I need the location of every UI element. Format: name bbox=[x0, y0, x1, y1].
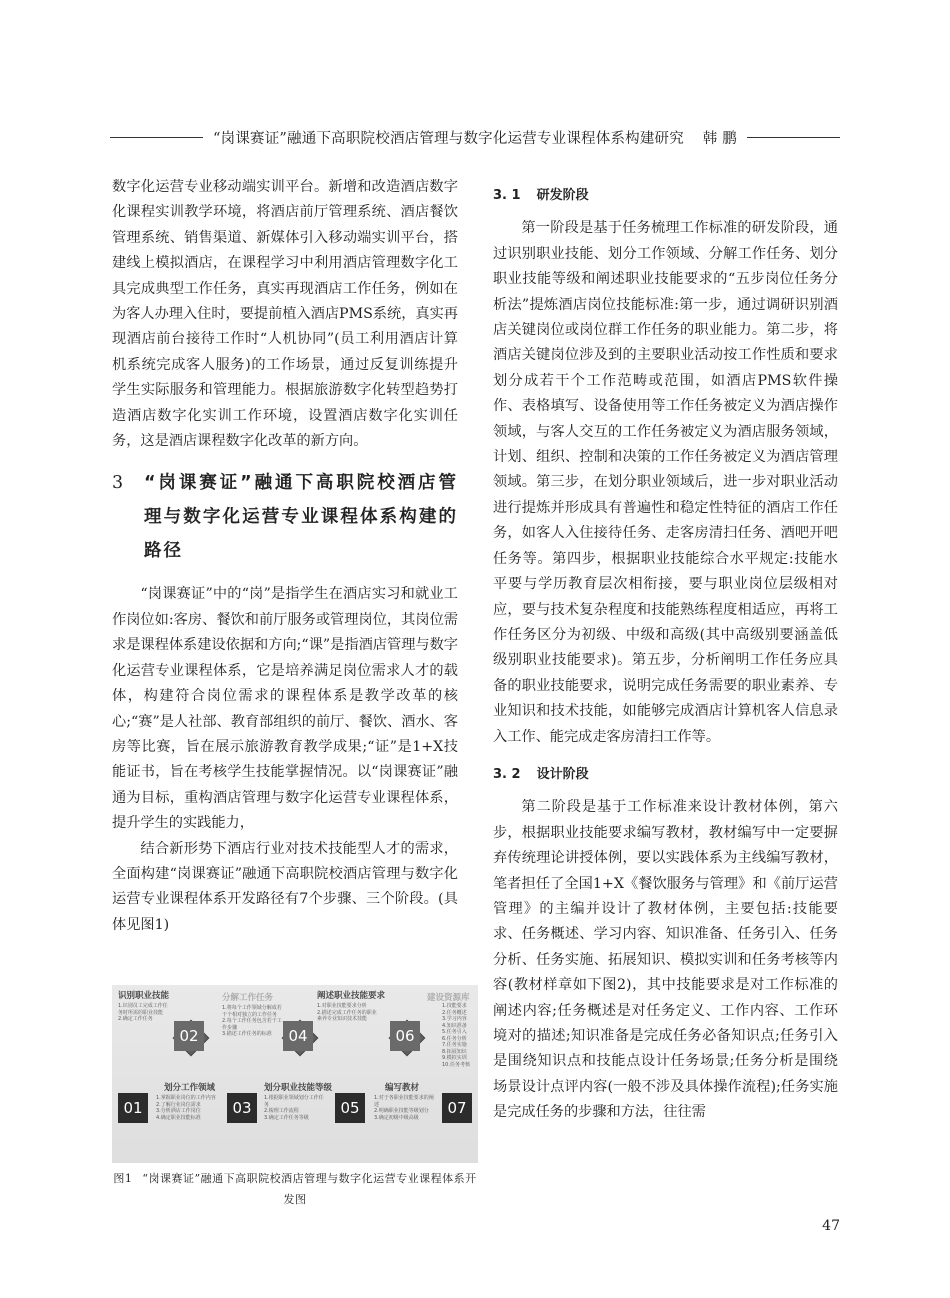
paragraph: 结合新形势下酒店行业对技术技能型人才的需求，全面构建“岗课赛证”融通下高职院校酒店管理与数字化运营专业课程体系开发路径有7个步骤、三个阶段。(具体见图1) bbox=[112, 840, 458, 933]
subsection-heading bbox=[493, 762, 838, 787]
figure-1-development-diagram bbox=[112, 985, 478, 1163]
step-03: 03 bbox=[227, 1093, 257, 1123]
figure-label: 阐述职业技能要求 bbox=[317, 991, 386, 1001]
paragraph: “岗课赛证”中的“岗”是指学生在酒店实习和就业工作岗位如:客房、餐饮和前厅服务或管理岗位，其岗位需求是课程体系建设依据和方向;“课”是指酒店管理与数字化运营专业课程体系，它是培养满足岗位需求人才的载体，构建符合岗位需求的课程体系是教学改革的核心;“赛”是人社部、教育部组织的前厅、餐饮、酒水、客房等比赛，旨在展示旅游教育教学成果;“证”是1+X技能证书，旨在考核学生技能掌握情况。以“岗课赛证”融通为目标，重构酒店管理与数字化运营专业课程体系，提升学生的实践能力， bbox=[112, 586, 458, 832]
figure-step-text: 1.对职业技能要求分析 2.描述完成工作任务的职业素养专业知识技术技能 bbox=[317, 1003, 377, 1022]
figure-caption-text: “岗课赛证”融通下高职院校酒店管理与数字化运营专业课程体系开发图 bbox=[142, 1172, 477, 1206]
figure-step-text: 1.将每个工作领域分解成若干个相对独立的工作任务 2.每个工作任务包含若干工作步骤 3.描述工作任务的标准 bbox=[222, 1005, 282, 1037]
figure-label: 建设资源库 bbox=[427, 993, 470, 1003]
figure-caption bbox=[112, 1168, 478, 1210]
figure-label: 分解工作任务 bbox=[222, 993, 274, 1003]
step-02: 02 bbox=[174, 1021, 204, 1051]
header-title bbox=[203, 127, 747, 148]
section-title: “岗课赛证”融通下高职院校酒店管理与数字化运营专业课程体系构建的路径 bbox=[144, 473, 458, 562]
paragraph: 第一阶段是基于任务梳理工作标准的研发阶段，通过识别职业技能、划分工作领域、分解工作任务、划分职业技能等级和阐述职业技能要求的“五步岗位任务分析法”提炼酒店岗位技能标准:第一步，通过调研识别酒店关键岗位或岗位群工作任务的职业能力。第二步，将酒店关键岗位涉及到的主要职业活动按工作性质和要求划分成若干个工作范畴或范围，如酒店PMS软件操作、表格填写、设备使用等工作任务被定义为酒店操作领域，与客人交互的工作任务被定义为酒店服务领域，计划、组织、控制和决策的工作任务被定义为酒店管理领域。第三步，在划分职业领域后，进一步对职业活动进行提炼并形成具有普遍性和稳定性特征的酒店工作任务，如客人入住接待任务、走客房清扫任务、酒吧开吧任务等。第四步，根据职业技能综合水平规定:技能水平要与学历教育层次相衔接，要与职业岗位层级相对应，要与技术复杂程度和技能熟练程度相适应，再将工作任务区分为初级、中级和高级(其中高级别要涵盖低级别职业技能要求)。第五步，分析阐明工作任务应具备的职业技能要求，说明完成任务需要的职业素养、专业知识和技术技能，如能够完成酒店计算机客人信息录入工作、能完成走客房清扫工作等。 bbox=[493, 220, 838, 745]
step-06: 06 bbox=[390, 1021, 420, 1051]
figure-label: 编写教材 bbox=[385, 1083, 420, 1093]
header-rule-left bbox=[110, 137, 203, 138]
step-05: 05 bbox=[335, 1093, 365, 1123]
step-07: 07 bbox=[442, 1093, 472, 1123]
subsection-heading bbox=[493, 183, 838, 208]
right-column bbox=[493, 183, 838, 1126]
section-number: 3 bbox=[112, 473, 126, 494]
figure-label: 识别职业技能 bbox=[118, 991, 170, 1001]
figure-step-text: 1.技能要求 2.任务概述 3.学习内容 4.知识准备 5.任务引入 6.任务分析 7.任务实施 8.拓展知识 9.模拟实训 10.任务考核 bbox=[442, 1003, 470, 1068]
figure-step-text: 1.对于各职业技能要求的阐述 2.明确职业技能等级划分 3.确定初级中级高级 bbox=[374, 1095, 434, 1121]
left-column bbox=[112, 175, 458, 938]
figure-label: 划分工作领域 bbox=[164, 1083, 216, 1093]
subsection-title: 设计阶段 bbox=[536, 766, 589, 782]
page-number: 47 bbox=[822, 1218, 840, 1234]
subsection-number: 3. 1 bbox=[493, 188, 521, 203]
figure-number: 图1 bbox=[113, 1172, 133, 1185]
header-rule-right bbox=[747, 137, 840, 138]
subsection-title: 研发阶段 bbox=[536, 188, 589, 203]
header-article-title: “岗课赛证”融通下高职院校酒店管理与数字化运营专业课程体系构建研究 bbox=[213, 130, 684, 147]
running-header bbox=[110, 125, 840, 149]
paragraph-continued: 数字化运营专业移动端实训平台。新增和改造酒店数字化课程实训教学环境，将酒店前厅管理系统、酒店餐饮管理系统、销售渠道、新媒体引入移动端实训平台，搭建线上模拟酒店，在课程学习中利用酒店管理数字化工具完成典型工作任务，真实再现酒店工作任务，例如在为客人办理入住时，要提前植入酒店PMS系统，真实再现酒店前台接待工作时“人机协同”(员工利用酒店计算机系统完成客人服务)的工作场景，通过反复训练提升学生实际服务和管理能力。根据旅游数字化转型趋势打造酒店数字化实训工作环境，设置酒店数字化实训任务，这是酒店课程数字化改革的新方向。 bbox=[112, 179, 458, 450]
figure-label: 划分职业技能等级 bbox=[264, 1083, 333, 1093]
step-01: 01 bbox=[118, 1093, 148, 1123]
figure-step-text: 1.掌握职业岗位的工作内容 2.了解行业岗位需求 3.分析酒店工作岗位 4.确定职业技能标准 bbox=[156, 1095, 216, 1121]
section-heading bbox=[112, 466, 458, 568]
figure-step-text: 1.识别员工完成工作任务时所需的职业技能 2.确定工作任务 bbox=[118, 1003, 168, 1022]
paragraph: 第二阶段是基于工作标准来设计教材体例，第六步，根据职业技能要求编写教材，教材编写中一定要摒弃传统理论讲授体例，要以实践体系为主线编写教材，笔者担任了全国1+X《餐饮服务与管理》和《前厅运营管理》的主编并设计了教材体例，主要包括:技能要求、任务概述、学习内容、知识准备、任务引入、任务分析、任务实施、拓展知识、模拟实训和任务考核等内容(教材样章如下图2)，其中技能要求是对工作标准的阐述内容;任务概述是对任务定义、工作内容、工作环境对的描述;知识准备是完成任务必备知识点;任务引入是围绕知识点和技能点设计任务场景;任务分析是围绕场景设计点评内容(一般不涉及具体操作流程);任务实施是完成任务的步骤和方法，往往需 bbox=[493, 799, 838, 1121]
step-04: 04 bbox=[283, 1021, 313, 1051]
subsection-number: 3. 2 bbox=[493, 766, 521, 782]
figure-step-text: 1.根据职业领域划分工作任务 2.梳理工作流程 3.确定工作任务等级 bbox=[264, 1095, 324, 1121]
header-author: 韩 鹏 bbox=[702, 130, 737, 147]
